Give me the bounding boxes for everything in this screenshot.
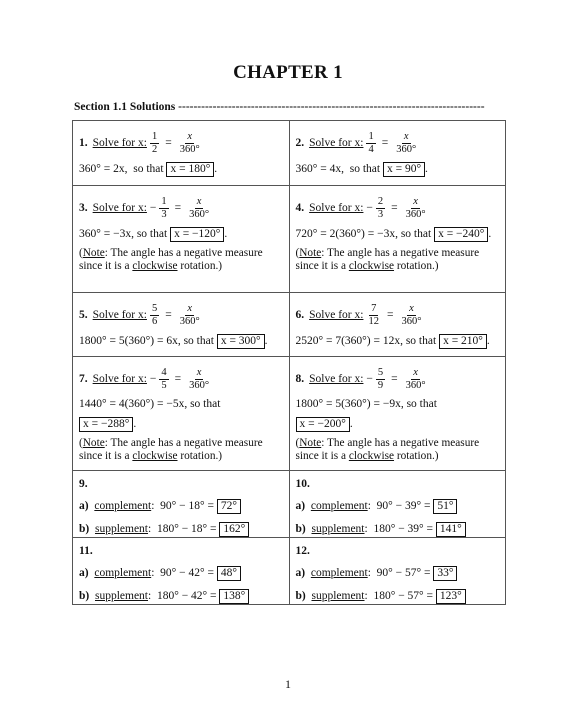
complement-line: a) complement: 90° − 39° = 51°	[296, 499, 500, 514]
problem-cell-5: 5. Solve for x: $\frac{5}{6}$ = $\frac{x}{360^\circ}$ 1800° = 5(360°) = 6x, so that x = 300° .	[73, 293, 290, 357]
problem-number: 10.	[295, 478, 310, 490]
numerator: x	[196, 196, 202, 207]
denominator: 360°	[396, 144, 417, 155]
supplement-label: supplement	[94, 590, 149, 602]
work: 1800° = 5(360°) = 6x,	[79, 335, 181, 347]
period: .	[264, 335, 268, 347]
note-end: rotation.)	[394, 259, 439, 272]
problem-cell-9	[73, 471, 290, 538]
sign: −	[149, 373, 157, 385]
period: .	[133, 418, 137, 430]
solve-for-label: Solve for x:	[309, 202, 364, 214]
solve-for-label: Solve for x:	[92, 202, 147, 214]
right-fraction	[178, 303, 202, 328]
answer-box: x = 90°	[383, 162, 425, 177]
complement-line: a) complement: 90° − 57° = 33°	[296, 566, 500, 581]
problem-cell-1: 1. Solve for x: $\frac{1}{2}$ = $\frac{x}{360^\circ}$ 360° = 2x, so that x = 180° .	[73, 121, 290, 186]
supplement-line: b) supplement: 180° − 18° = 162°	[79, 522, 283, 537]
page-title: CHAPTER 1	[233, 62, 343, 83]
answer-box: x = −120°	[170, 227, 224, 242]
paren: (	[79, 437, 83, 449]
problem-cell-11	[73, 538, 290, 605]
problem-cell-10	[289, 471, 506, 538]
answer-box: x = −240°	[434, 227, 488, 242]
part-b-label: b)	[79, 523, 90, 535]
note-body: : The angle has a negative measure since it is a	[295, 437, 480, 462]
note-label: Note	[82, 247, 105, 259]
note-label: Note	[299, 437, 322, 449]
so-that-text: so that	[349, 163, 381, 175]
note-text	[296, 437, 500, 462]
problem-number: 4.	[295, 202, 305, 214]
supplement-line: b) supplement: 180° − 42° = 138°	[79, 589, 283, 604]
note-body: : The angle has a negative measure since it is a	[295, 247, 480, 272]
part-a-label: a)	[295, 500, 306, 512]
sign: −	[149, 202, 157, 214]
denominator: 360°	[189, 380, 210, 391]
complement-line: a) complement: 90° − 42° = 48°	[79, 566, 283, 581]
paren: (	[295, 247, 300, 259]
numerator: 5	[377, 367, 384, 378]
solution-line	[296, 398, 500, 411]
numerator: x	[187, 303, 192, 314]
solve-for-label: Solve for x:	[309, 309, 364, 321]
problem-number: 1.	[79, 137, 88, 149]
answer-box: x = −288°	[79, 417, 133, 432]
left-fraction	[376, 367, 385, 392]
period: .	[425, 163, 428, 175]
answer-box: 33°	[433, 566, 457, 581]
problem-number: 7.	[79, 373, 88, 385]
problem-cell-8: 8. Solve for x: − $\frac{5}{9}$ = $\frac{x}{360^\circ}$ 1800° = 5(360°) = −9x, so that x = −200° . (Note: The angle has a negative measure since it is a clockwise rotation.)	[289, 357, 506, 471]
work: 1800° = 5(360°) = −9x,	[295, 398, 404, 410]
part-a-label: a)	[295, 567, 306, 579]
answer-box: 141°	[436, 522, 466, 537]
answer-box: x = 210°	[439, 334, 487, 349]
numerator: 1	[151, 131, 158, 142]
denominator: 360°	[405, 380, 426, 391]
denominator: 360°	[179, 316, 200, 327]
answer-box: 72°	[217, 499, 241, 514]
solution-line	[79, 227, 283, 242]
so-that-text: so that	[406, 398, 437, 410]
denominator: 360°	[189, 209, 210, 220]
answer-box: x = −200°	[296, 417, 350, 432]
so-that-text: so that	[190, 398, 221, 410]
answer-line	[296, 417, 500, 432]
note-text	[296, 247, 500, 272]
problem-cell-2: 2. Solve for x: $\frac{1}{4}$ = $\frac{x}{360^\circ}$ 360° = 4x, so that x = 90° .	[289, 121, 506, 186]
note-end: rotation.)	[177, 449, 223, 462]
numerator: x	[187, 131, 192, 142]
solve-for-label: Solve for x:	[92, 309, 147, 321]
answer-box: x = 180°	[166, 162, 214, 177]
supplement-expression: 180° − 18° =	[156, 523, 217, 535]
solve-for-label: Solve for x:	[92, 373, 147, 385]
clockwise-term: clockwise	[132, 259, 178, 272]
problem-cell-4: 4. Solve for x: − $\frac{2}{3}$ = $\frac{x}{360^\circ}$ 720° = 2(360°) = −3x, so that x = −240° . (Note: The angle has a negative measure since it is a clockwise rotation.)	[289, 186, 506, 293]
part-a-label: a)	[79, 567, 89, 579]
supplement-expression: 180° − 57° =	[373, 590, 434, 602]
sign: −	[366, 202, 373, 214]
denominator: 6	[151, 316, 158, 327]
numerator: x	[413, 196, 418, 207]
supplement-expression: 180° − 39° =	[373, 523, 434, 535]
note-body: : The angle has a negative measure since it is a	[79, 247, 263, 272]
section-heading: Section 1.1 Solutions --------------------------------------------------------------------------------	[74, 101, 485, 113]
numerator: x	[413, 367, 418, 378]
note-text	[79, 247, 283, 272]
page-number: 1	[285, 677, 291, 691]
period: .	[488, 228, 492, 240]
problem-number: 3.	[79, 202, 88, 214]
so-that-text: so that	[133, 163, 164, 175]
numerator: 4	[161, 367, 167, 378]
solve-for-label: Solve for x:	[309, 373, 364, 385]
left-fraction	[150, 303, 159, 328]
so-that-text: so that	[400, 228, 432, 240]
supplement-line: b) supplement: 180° − 39° = 141°	[296, 522, 500, 537]
work: 360° = 2x,	[79, 163, 128, 175]
so-that-text: so that	[183, 335, 214, 347]
supplement-expression: 180° − 42° =	[156, 590, 217, 602]
part-b-label: b)	[79, 590, 90, 602]
answer-box: x = 300°	[217, 334, 265, 349]
complement-line: a) complement: 90° − 18° = 72°	[79, 499, 283, 514]
right-fraction	[187, 196, 211, 221]
solution-line	[296, 227, 500, 242]
supplement-label: supplement	[94, 523, 149, 535]
numerator: 5	[151, 303, 158, 314]
complement-expression: 90° − 42° =	[160, 567, 214, 579]
problem-number: 6.	[295, 309, 305, 321]
part-b-label: b)	[295, 523, 306, 535]
right-fraction	[394, 131, 418, 156]
complement-label: complement	[310, 567, 368, 579]
denominator: 3	[377, 209, 384, 220]
complement-label: complement	[310, 500, 368, 512]
supplement-label: supplement	[311, 523, 365, 535]
sign: −	[366, 373, 373, 385]
left-fraction	[159, 196, 168, 221]
note-text	[79, 437, 283, 462]
note-end: rotation.)	[394, 449, 439, 462]
left-fraction	[366, 131, 375, 156]
denominator: 12	[368, 316, 379, 327]
numerator: 7	[371, 303, 377, 314]
problem-cell-12	[289, 538, 506, 605]
denominator: 9	[377, 380, 384, 391]
supplement-label: supplement	[311, 590, 365, 602]
note-label: Note	[82, 437, 105, 449]
numerator: x	[196, 367, 202, 378]
paren: (	[79, 247, 83, 259]
problem-number: 8.	[295, 373, 305, 385]
complement-expression: 90° − 39° =	[376, 500, 431, 512]
so-that-text: so that	[405, 335, 437, 347]
solution-line	[79, 162, 283, 177]
solution-line	[296, 162, 500, 177]
work: 2520° = 7(360°) = 12x,	[295, 335, 403, 347]
note-label: Note	[299, 247, 322, 259]
left-fraction	[366, 303, 381, 328]
denominator: 360°	[179, 144, 200, 155]
solution-line	[296, 334, 500, 349]
problem-number: 5.	[79, 309, 88, 321]
denominator: 360°	[405, 209, 426, 220]
clockwise-term: clockwise	[348, 449, 395, 462]
denominator: 5	[161, 380, 167, 391]
complement-label: complement	[94, 500, 152, 512]
work: 1440° = 4(360°) = −5x,	[79, 398, 188, 410]
denominator: 4	[368, 144, 374, 155]
denominator: 3	[161, 209, 167, 220]
note-body: : The angle has a negative measure since it is a	[79, 437, 263, 462]
part-b-label: b)	[295, 590, 306, 602]
problem-number: 2.	[295, 137, 305, 149]
answer-box: 123°	[436, 589, 466, 604]
numerator: x	[409, 303, 414, 314]
problem-number: 12.	[295, 545, 310, 557]
period: .	[224, 228, 228, 240]
complement-label: complement	[94, 567, 152, 579]
right-fraction	[187, 367, 211, 392]
denominator: 360°	[401, 316, 422, 327]
clockwise-term: clockwise	[132, 449, 178, 462]
right-fraction	[404, 196, 428, 221]
period: .	[349, 418, 353, 430]
left-fraction	[150, 131, 159, 156]
work: 720° = 2(360°) = −3x,	[295, 228, 398, 240]
note-end: rotation.)	[177, 259, 223, 272]
answer-line	[79, 417, 283, 432]
work: 360° = 4x,	[295, 163, 344, 175]
numerator: 1	[161, 196, 167, 207]
supplement-line: b) supplement: 180° − 57° = 123°	[296, 589, 500, 604]
numerator: 1	[368, 131, 374, 142]
solution-line	[79, 334, 283, 349]
right-fraction	[178, 131, 202, 156]
clockwise-term: clockwise	[348, 259, 395, 272]
complement-expression: 90° − 57° =	[376, 567, 431, 579]
numerator: x	[403, 131, 409, 142]
so-that-text: so that	[136, 228, 168, 240]
numerator: 2	[377, 196, 384, 207]
part-a-label: a)	[79, 500, 89, 512]
work: 360° = −3x,	[79, 228, 134, 240]
paren: (	[295, 437, 300, 449]
solve-for-label: Solve for x:	[92, 137, 147, 149]
solution-line	[79, 398, 283, 411]
right-fraction	[404, 367, 428, 392]
solutions-table	[72, 120, 506, 605]
answer-box: 138°	[219, 589, 249, 604]
left-fraction	[159, 367, 168, 392]
answer-box: 162°	[219, 522, 249, 537]
right-fraction	[399, 303, 423, 328]
answer-box: 51°	[433, 499, 457, 514]
problem-number: 9.	[79, 478, 88, 490]
solve-for-label: Solve for x:	[309, 137, 364, 149]
complement-expression: 90° − 18° =	[160, 500, 214, 512]
problem-cell-7: 7. Solve for x: − $\frac{4}{5}$ = $\frac{x}{360^\circ}$ 1440° = 4(360°) = −5x, so that x = −288° . (Note: The angle has a negative measure since it is a clockwise rotation.)	[73, 357, 290, 471]
period: .	[486, 335, 490, 347]
problem-cell-3: 3. Solve for x: − $\frac{1}{3}$ = $\frac{x}{360^\circ}$ 360° = −3x, so that x = −120° . (Note: The angle has a negative measure since it is a clockwise rotation.)	[73, 186, 290, 293]
problem-cell-6: 6. Solve for x: $\frac{7}{12}$ = $\frac{x}{360^\circ}$ 2520° = 7(360°) = 12x, so that x = 210° .	[289, 293, 506, 357]
denominator: 2	[151, 144, 158, 155]
problem-number: 11.	[79, 545, 93, 557]
period: .	[214, 163, 218, 175]
answer-box: 48°	[217, 566, 241, 581]
left-fraction	[376, 196, 385, 221]
